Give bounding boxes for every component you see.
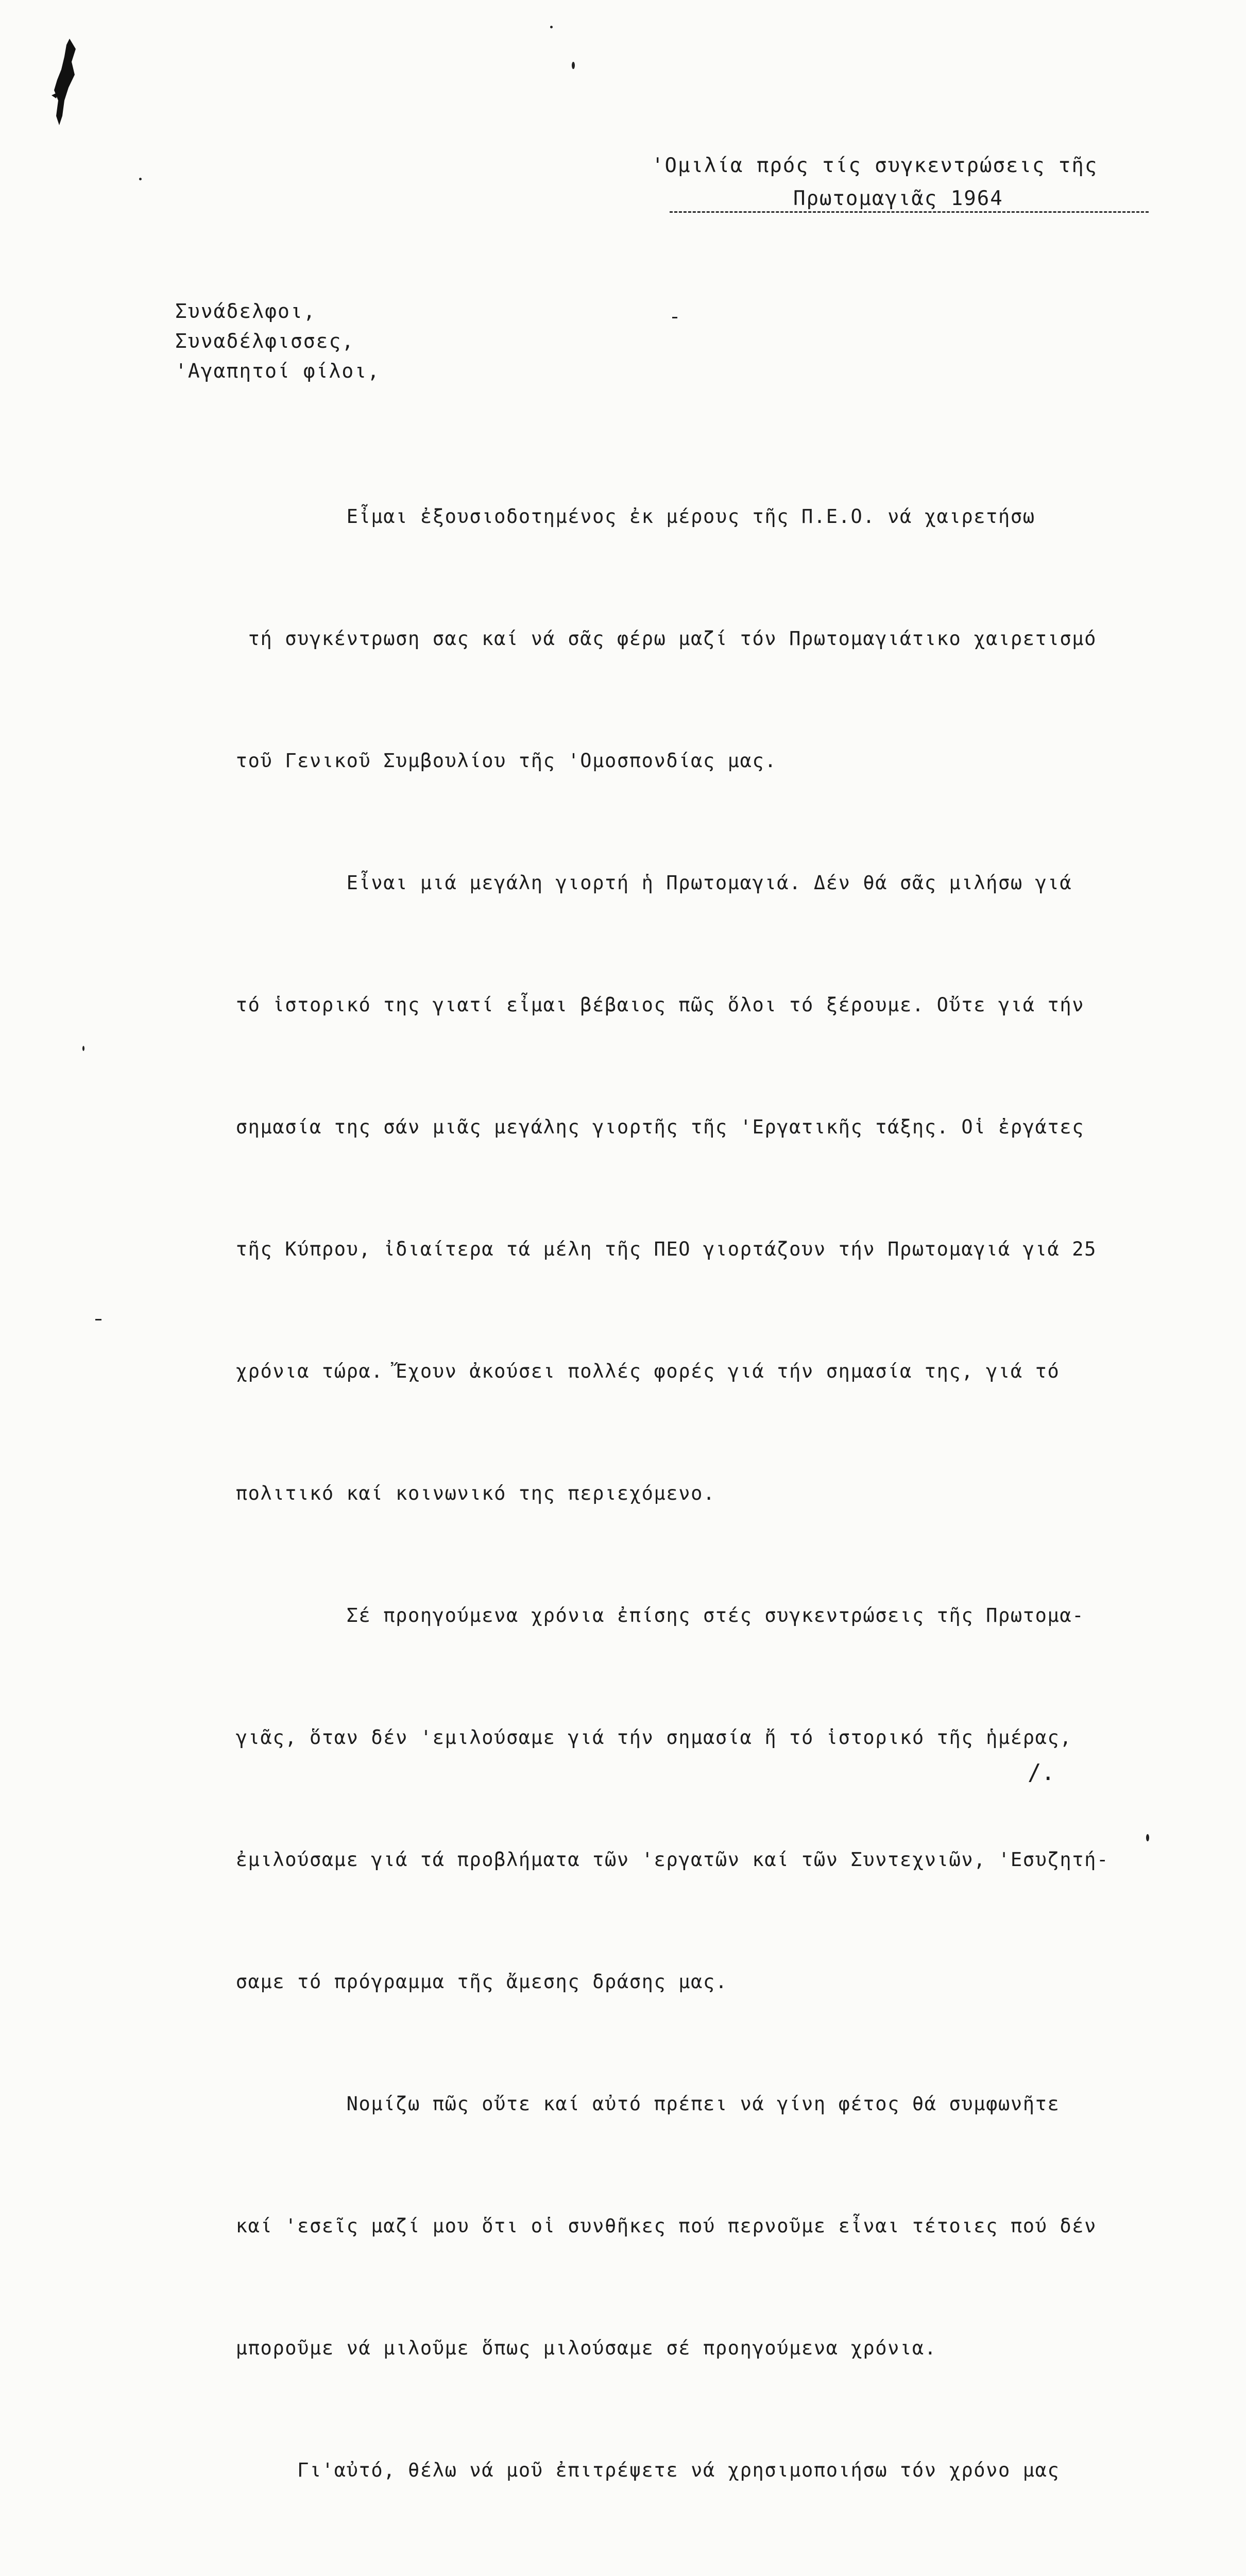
body-line: ἐμιλούσαμε γιά τά προβλήματα τῶν 'εργατῶν καί τῶν Συντεχνιῶν, 'Εσυζητή- <box>211 1849 1109 1871</box>
scan-speck <box>572 62 575 69</box>
body-line: Εἶμαι ἐξουσιοδοτημένος ἐκ μέρους τῆς Π.Ε.Ο. νά χαιρετήσω <box>211 505 1035 528</box>
body-line: Γι'αὐτό, θέλω νά μοῦ ἐπιτρέψετε νά χρησιμοποιήσω τόν χρόνο μας <box>211 2459 1060 2481</box>
scan-speck <box>1146 1834 1149 1841</box>
scan-speck <box>550 26 553 28</box>
document-header <box>652 149 1162 213</box>
body-line: χρόνια τώρα. Ἔχουν ἀκούσει πολλές φορές γιά τήν σημασία της, γιά τό <box>211 1360 1060 1382</box>
body-line: σημασία της σάν μιᾶς μεγάλης γιορτῆς τῆς 'Εργατικῆς τάξης. Οἱ ἐργάτες <box>211 1116 1085 1138</box>
body-line: Νομίζω πῶς οὔτε καί αὐτό πρέπει νά γίνη φέτος θά συμφωνῆτε <box>211 2093 1060 2115</box>
body-line: Σέ προηγούμενα χρόνια ἐπίσης στές συγκεντρώσεις τῆς Πρωτομα- <box>211 1604 1085 1626</box>
body-line: τό ἱστορικό της γιατί εἶμαι βέβαιος πῶς ὅλοι τό ξέρουμε. Οὔτε γιά τήν <box>211 994 1085 1016</box>
scan-speck <box>672 317 677 318</box>
body-line: τῆς Κύπρου, ἰδιαίτερα τά μέλη τῆς ΠΕΟ γιορτάζουν τήν Πρωτομαγιά γιά 25 <box>211 1238 1097 1260</box>
scan-speck <box>139 178 142 180</box>
body-line: Εἶναι μιά μεγάλη γιορτή ἡ Πρωτομαγιά. Δέν θά σᾶς μιλήσω γιά <box>211 872 1072 894</box>
salutation-line: Συνάδελφοι, <box>175 300 316 323</box>
speech-body <box>211 415 1190 2576</box>
body-line: τοῦ Γενικοῦ Συμβουλίου τῆς 'Ομοσπονδίας μας. <box>211 750 777 772</box>
body-line: γιᾶς, ὅταν δέν 'εμιλούσαμε γιά τήν σημασία ἤ τό ἱστορικό τῆς ἡμέρας, <box>211 1726 1072 1749</box>
body-line: καί 'εσεῖς μαζί μου ὅτι οἱ συνθῆκες πού περνοῦμε εἶναι τέτοιες πού δέν <box>211 2215 1097 2237</box>
body-line: μποροῦμε νά μιλοῦμε ὅπως μιλούσαμε σέ προηγούμενα χρόνια. <box>211 2337 937 2359</box>
salutation-line: 'Αγαπητοί φίλοι, <box>175 360 381 382</box>
scan-speck <box>95 1319 101 1320</box>
continuation-mark: /. <box>1028 1759 1055 1786</box>
body-line: πολιτικό καί κοινωνικό της περιεχόμενο. <box>211 1482 715 1504</box>
body-line <box>211 2572 1190 2576</box>
header-subtitle: Πρωτομαγιᾶς 1964 <box>793 187 1003 210</box>
body-line: τή συγκέντρωση σας καί νά σᾶς φέρω μαζί τόν Πρωτομαγιάτικο χαιρετισμό <box>211 628 1097 650</box>
salutation-line: Συναδέλφισσες, <box>175 330 355 352</box>
scan-speck <box>82 1046 84 1051</box>
header-title: 'Ομιλία πρός τίς συγκεντρώσεις τῆς <box>652 154 1098 177</box>
ink-blot <box>49 39 80 128</box>
salutation <box>175 296 380 386</box>
body-line: σαμε τό πρόγραμμα τῆς ἄμεσης δράσης μας. <box>211 1971 728 1993</box>
